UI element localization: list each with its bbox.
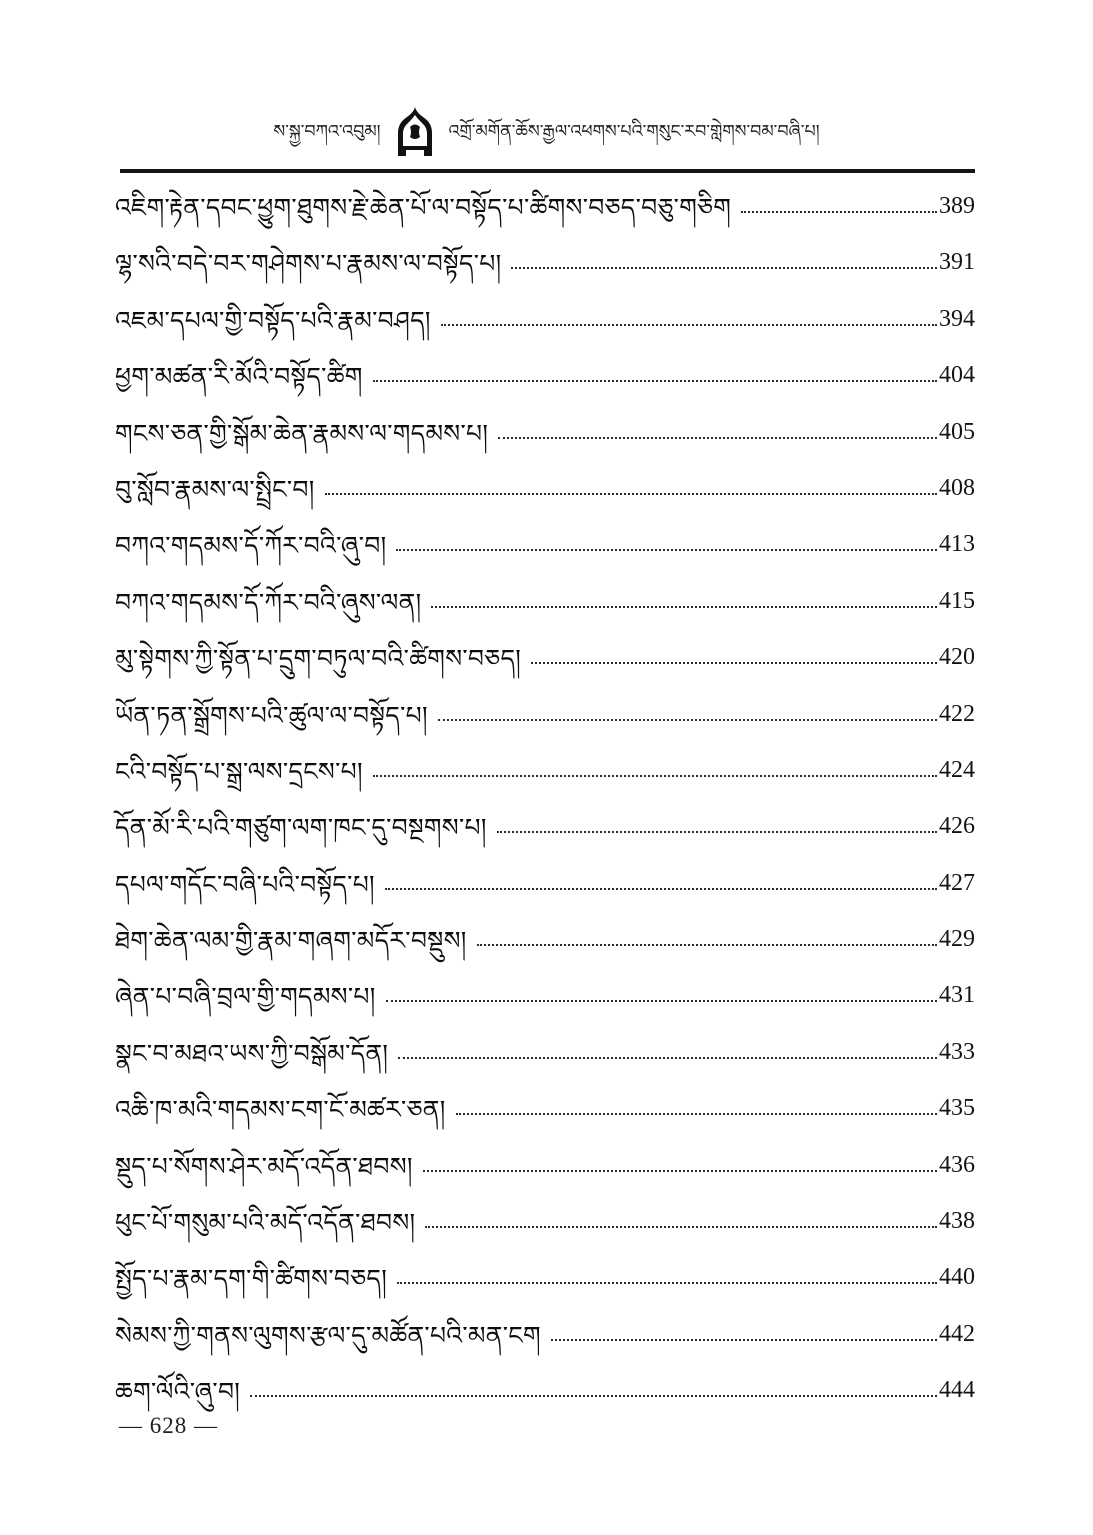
toc-entry-row — [115, 1036, 975, 1092]
toc-entry-row — [115, 246, 975, 302]
toc-entry-row — [115, 472, 975, 528]
toc-entry-title: མུ་སྟེགས་ཀྱི་སྟོན་པ་དྲུག་བཏུལ་བའི་ཚིགས་བཅད། — [115, 644, 522, 674]
toc-entry-title: འཇིག་རྟེན་དབང་ཕྱུག་ཐུགས་རྗེ་ཆེན་པོ་ལ་བསྟོད་པ་ཚིགས་བཅད་བཅུ་གཅིག — [115, 193, 732, 222]
running-head-left-title: ས་སྐྱ་བཀའ་འབུམ། — [273, 122, 381, 142]
toc-entry-page-number: 440 — [939, 1264, 975, 1291]
toc-entry-title: སྤྱོད་པ་རྣམ་དག་གི་ཚིགས་བཅད། — [115, 1264, 388, 1294]
toc-entry-row — [115, 867, 975, 923]
header-divider-rule — [120, 169, 975, 173]
dot-leader — [431, 585, 937, 608]
toc-entry-page-number: 405 — [939, 418, 975, 445]
toc-entry-row — [115, 359, 975, 415]
dot-leader — [325, 472, 937, 495]
toc-entry-page-number: 415 — [939, 587, 975, 614]
toc-entry-row — [115, 698, 975, 754]
toc-entry-row — [115, 979, 975, 1035]
toc-entry-title: སྡུད་པ་སོགས་ཤེར་མདོ་འདོན་ཐབས། — [115, 1151, 413, 1181]
toc-entry-title: འཇམ་དཔལ་གྱི་བསྟོད་པའི་རྣམ་བཤད། — [115, 305, 431, 335]
dot-leader — [511, 246, 937, 269]
toc-entry-page-number: 408 — [939, 474, 975, 501]
toc-entry-title: ཡོན་ཏན་སྒྲོགས་པའི་ཚུལ་ལ་བསྟོད་པ། — [115, 700, 428, 730]
toc-entry-row — [115, 1374, 975, 1430]
toc-entry-title: དོན་མོ་རི་པའི་གཙུག་ལག་ཁང་དུ་བསྔགས་པ། — [115, 813, 487, 843]
toc-entry-row — [115, 190, 975, 246]
folio-page-number: — 628 — — [119, 1413, 218, 1438]
toc-entry-title: སེམས་ཀྱི་གནས་ལུགས་རྩལ་དུ་མཚོན་པའི་མན་ངག — [115, 1320, 541, 1350]
running-head-right-title: འགྲོ་མགོན་ཆོས་རྒྱལ་འཕགས་པའི་གསུང་རབ་གླེགས་བམ་བཞི་པ། — [448, 122, 820, 142]
toc-entry-title: ངའི་བསྟོད་པ་སྒྲ་ལས་དྲངས་པ། — [115, 756, 363, 786]
dot-leader — [551, 1318, 937, 1341]
toc-entry-title: ལྷ་སའི་བདེ་བར་གཤེགས་པ་རྣམས་ལ་བསྟོད་པ། — [115, 249, 502, 279]
dot-leader — [373, 359, 937, 382]
toc-entry-title: བཀའ་གདམས་དོ་ཀོར་བའི་ཞུས་ལན། — [115, 587, 422, 617]
toc-entry-row — [115, 641, 975, 697]
toc-entry-page-number: 424 — [939, 756, 975, 783]
dot-leader — [396, 528, 937, 551]
toc-entry-title: བུ་སློབ་རྣམས་ལ་སྤྲིང་བ། — [115, 474, 315, 504]
toc-entry-title: ཐེག་ཆེན་ལམ་གྱི་རྣམ་གཞག་མདོར་བསྡུས། — [115, 926, 467, 956]
toc-entry-title: སྣང་བ་མཐའ་ཡས་ཀྱི་བསྒོམ་དོན། — [115, 1038, 389, 1068]
dot-leader — [477, 923, 937, 946]
dot-leader — [250, 1374, 937, 1397]
dot-leader — [441, 303, 937, 326]
dot-leader — [741, 190, 937, 213]
dot-leader — [386, 979, 937, 1002]
toc-entry-page-number: 422 — [939, 700, 975, 727]
stupa-arch-ornament-icon — [395, 106, 435, 158]
toc-entry-title: གངས་ཅན་གྱི་སྒོམ་ཆེན་རྣམས་ལ་གདམས་པ། — [115, 418, 489, 448]
toc-entry-page-number: 429 — [939, 926, 975, 953]
toc-entry-page-number: 436 — [939, 1151, 975, 1178]
toc-entry-row — [115, 1318, 975, 1374]
dot-leader — [423, 1149, 937, 1172]
toc-entry-page-number: 420 — [939, 644, 975, 671]
toc-entry-row — [115, 416, 975, 472]
toc-entry-row — [115, 585, 975, 641]
dot-leader — [497, 810, 937, 833]
toc-entry-title: ཆག་ལོའི་ཞུ་བ། — [115, 1377, 241, 1407]
toc-list — [115, 190, 975, 1431]
toc-entry-title: ཕྱག་མཚན་རི་མོའི་བསྟོད་ཚིག — [115, 362, 363, 392]
toc-entry-page-number: 394 — [939, 305, 975, 332]
toc-entry-page-number: 435 — [939, 1095, 975, 1122]
toc-entry-row — [115, 528, 975, 584]
toc-entry-page-number: 444 — [939, 1377, 975, 1404]
toc-entry-page-number: 438 — [939, 1208, 975, 1235]
dot-leader — [531, 641, 937, 664]
dot-leader — [425, 1205, 937, 1228]
toc-entry-page-number: 413 — [939, 531, 975, 558]
toc-entry-row — [115, 1261, 975, 1317]
toc-entry-row — [115, 923, 975, 979]
dot-leader — [438, 698, 937, 721]
toc-entry-title: དཔལ་གདོང་བཞི་པའི་བསྟོད་པ། — [115, 869, 375, 899]
folio — [119, 1413, 218, 1439]
toc-entry-page-number: 404 — [939, 362, 975, 389]
running-head — [0, 0, 1093, 158]
dot-leader — [398, 1036, 937, 1059]
toc-entry-row — [115, 303, 975, 359]
toc-entry-page-number: 442 — [939, 1320, 975, 1347]
toc-entry-row — [115, 754, 975, 810]
toc-entry-title: ཞེན་པ་བཞི་བྲལ་གྱི་གདམས་པ། — [115, 982, 376, 1012]
dot-leader — [397, 1261, 937, 1284]
toc-entry-title: བཀའ་གདམས་དོ་ཀོར་བའི་ཞུ་བ། — [115, 531, 387, 561]
dot-leader — [385, 867, 937, 890]
toc-entry-page-number: 427 — [939, 869, 975, 896]
toc-entry-page-number: 391 — [939, 249, 975, 276]
toc-entry-title: འཆི་ཁ་མའི་གདམས་ངག་ངོ་མཚར་ཅན། — [115, 1095, 446, 1125]
dot-leader — [373, 754, 937, 777]
dot-leader — [456, 1092, 937, 1115]
toc-entry-page-number: 431 — [939, 982, 975, 1009]
toc-entry-row — [115, 1205, 975, 1261]
toc-entry-row — [115, 810, 975, 866]
toc-entry-page-number: 426 — [939, 813, 975, 840]
toc-entry-title: ཕུང་པོ་གསུམ་པའི་མདོ་འདོན་ཐབས། — [115, 1208, 416, 1238]
toc-entry-row — [115, 1149, 975, 1205]
toc-entry-page-number: 433 — [939, 1038, 975, 1065]
toc-entry-page-number: 389 — [939, 193, 975, 219]
dot-leader — [498, 416, 937, 439]
toc-entry-row — [115, 1092, 975, 1148]
